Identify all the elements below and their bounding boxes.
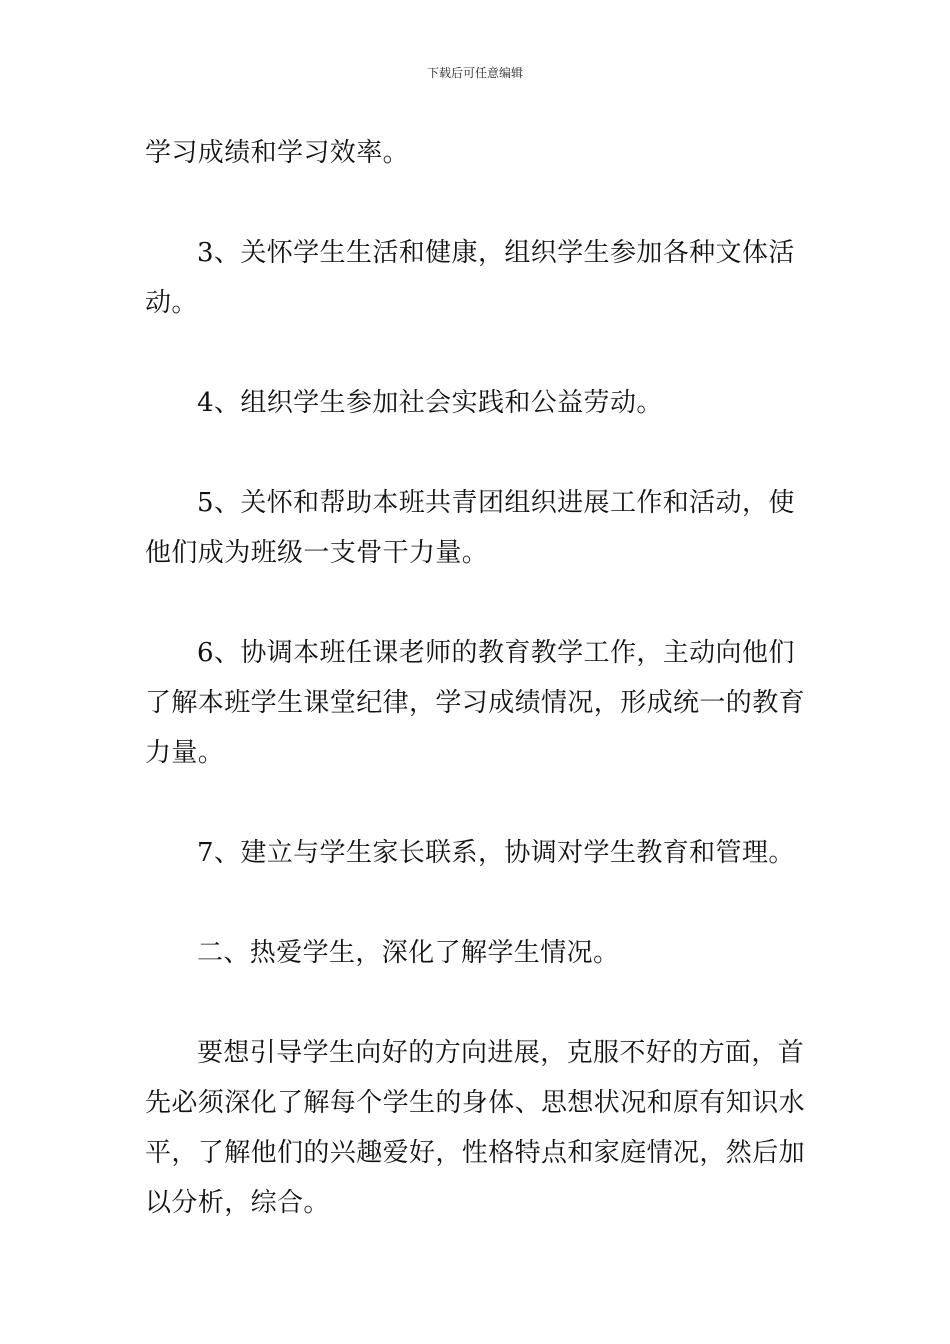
paragraph-item-3: 3、关怀学生生活和健康，组织学生参加各种文体活动。 (145, 238, 795, 318)
page-header: 下载后可任意编辑 (426, 66, 523, 80)
paragraph-item-6: 6、协调本班任课老师的教育教学工作，主动向他们了解本班学生课堂纪律，学习成绩情况，形成统一的教育力量。 (145, 638, 806, 768)
document-body (145, 128, 815, 1228)
paragraph-continuation: 学习成绩和学习效率。 (145, 138, 410, 168)
paragraph-section-2-body: 要想引导学生向好的方向进展，克服不好的方面，首先必须深化了解每个学生的身体、思想状况和原有知识水平，了解他们的兴趣爱好，性格特点和家庭情况，然后加以分析，综合。 (145, 1038, 806, 1218)
paragraph-item-7: 7、建立与学生家长联系，协调对学生教育和管理。 (197, 838, 795, 868)
paragraph-item-5: 5、关怀和帮助本班共青团组织进展工作和活动，使他们成为班级一支骨干力量。 (145, 488, 795, 568)
section-heading-2: 二、热爱学生，深化了解学生情况。 (197, 938, 620, 968)
paragraph-item-4: 4、组织学生参加社会实践和公益劳动。 (197, 388, 663, 418)
